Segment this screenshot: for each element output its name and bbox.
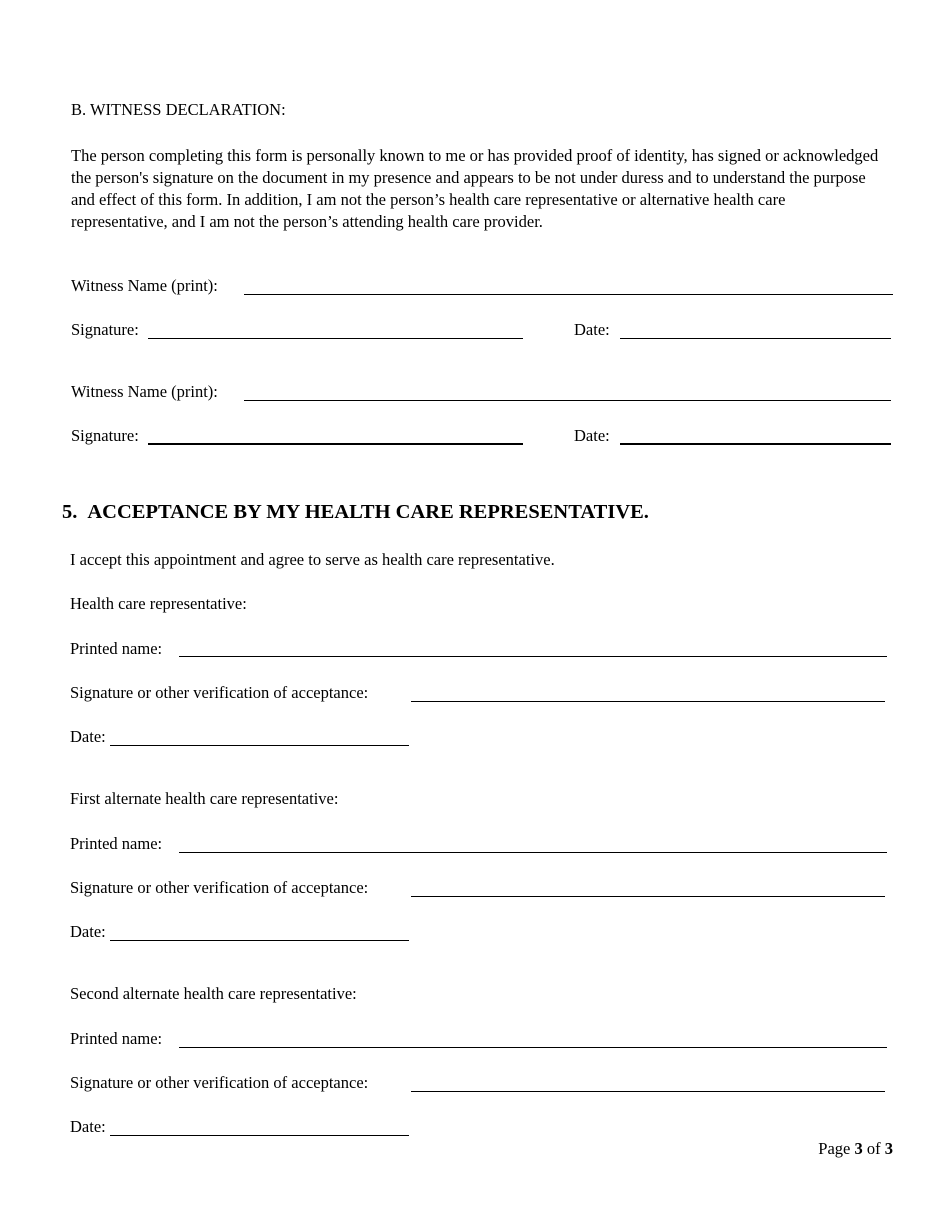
section-5-title: ACCEPTANCE BY MY HEALTH CARE REPRESENTATIVE. [87, 501, 649, 523]
total-pages: 3 [884, 1139, 893, 1158]
witness-1-name-label: Witness Name (print): [71, 276, 218, 295]
section-5-heading [62, 502, 649, 523]
witness-2-name-field[interactable] [244, 400, 891, 401]
rep-1-printed-name-field[interactable] [179, 656, 887, 657]
rep-3-printed-name-label: Printed name: [70, 1029, 163, 1048]
rep-1-heading: Health care representative: [70, 594, 247, 613]
rep-3-heading: Second alternate health care representative: [70, 984, 357, 1003]
rep-3-date-field[interactable] [110, 1135, 409, 1136]
rep-2-heading: First alternate health care representative: [70, 789, 339, 808]
rep-1-date-label: Date: [70, 727, 106, 746]
rep-1-signature-label: Signature or other verification of acceptance: [70, 683, 369, 702]
witness-heading: B. WITNESS DECLARATION: [71, 100, 286, 119]
section-5-number: 5. [62, 501, 78, 523]
rep-1-date-field[interactable] [110, 745, 409, 746]
witness-1-name-field[interactable] [244, 294, 893, 295]
witness-2-signature-field[interactable] [148, 443, 523, 445]
rep-1-printed-name-label: Printed name: [70, 639, 163, 658]
witness-1-signature-field[interactable] [148, 338, 523, 339]
witness-1-signature-label: Signature: [71, 320, 139, 339]
witness-2-signature-label: Signature: [71, 426, 139, 445]
witness-2-name-label: Witness Name (print): [71, 382, 218, 401]
rep-2-date-label: Date: [70, 922, 106, 941]
rep-3-date-label: Date: [70, 1117, 106, 1136]
rep-3-signature-field[interactable] [411, 1091, 885, 1092]
rep-2-printed-name-field[interactable] [179, 852, 887, 853]
witness-1-date-label: Date: [574, 320, 610, 339]
witness-2-date-field[interactable] [620, 443, 891, 445]
witness-paragraph: The person completing this form is personally known to me or has provided proof of identity, has signed or acknowledged the person's signature on the document in my presence and appears to be not under duress and to understand the purpose and effect of this form. In addition, I am not the person’s health care representative or alternative health care representative, and I am not the person’s attending health care provider. [71, 146, 879, 231]
rep-2-printed-name-label: Printed name: [70, 834, 163, 853]
witness-1-date-field[interactable] [620, 338, 891, 339]
rep-1-signature-field[interactable] [411, 701, 885, 702]
rep-3-signature-label: Signature or other verification of acceptance: [70, 1073, 369, 1092]
acceptance-statement: I accept this appointment and agree to serve as health care representative. [70, 550, 555, 569]
rep-2-signature-label: Signature or other verification of acceptance: [70, 878, 369, 897]
page-number: Page 3 of 3 [818, 1139, 893, 1158]
rep-2-signature-field[interactable] [411, 896, 885, 897]
rep-2-date-field[interactable] [110, 940, 409, 941]
rep-3-printed-name-field[interactable] [179, 1047, 887, 1048]
current-page: 3 [854, 1139, 863, 1158]
witness-2-date-label: Date: [574, 426, 610, 445]
